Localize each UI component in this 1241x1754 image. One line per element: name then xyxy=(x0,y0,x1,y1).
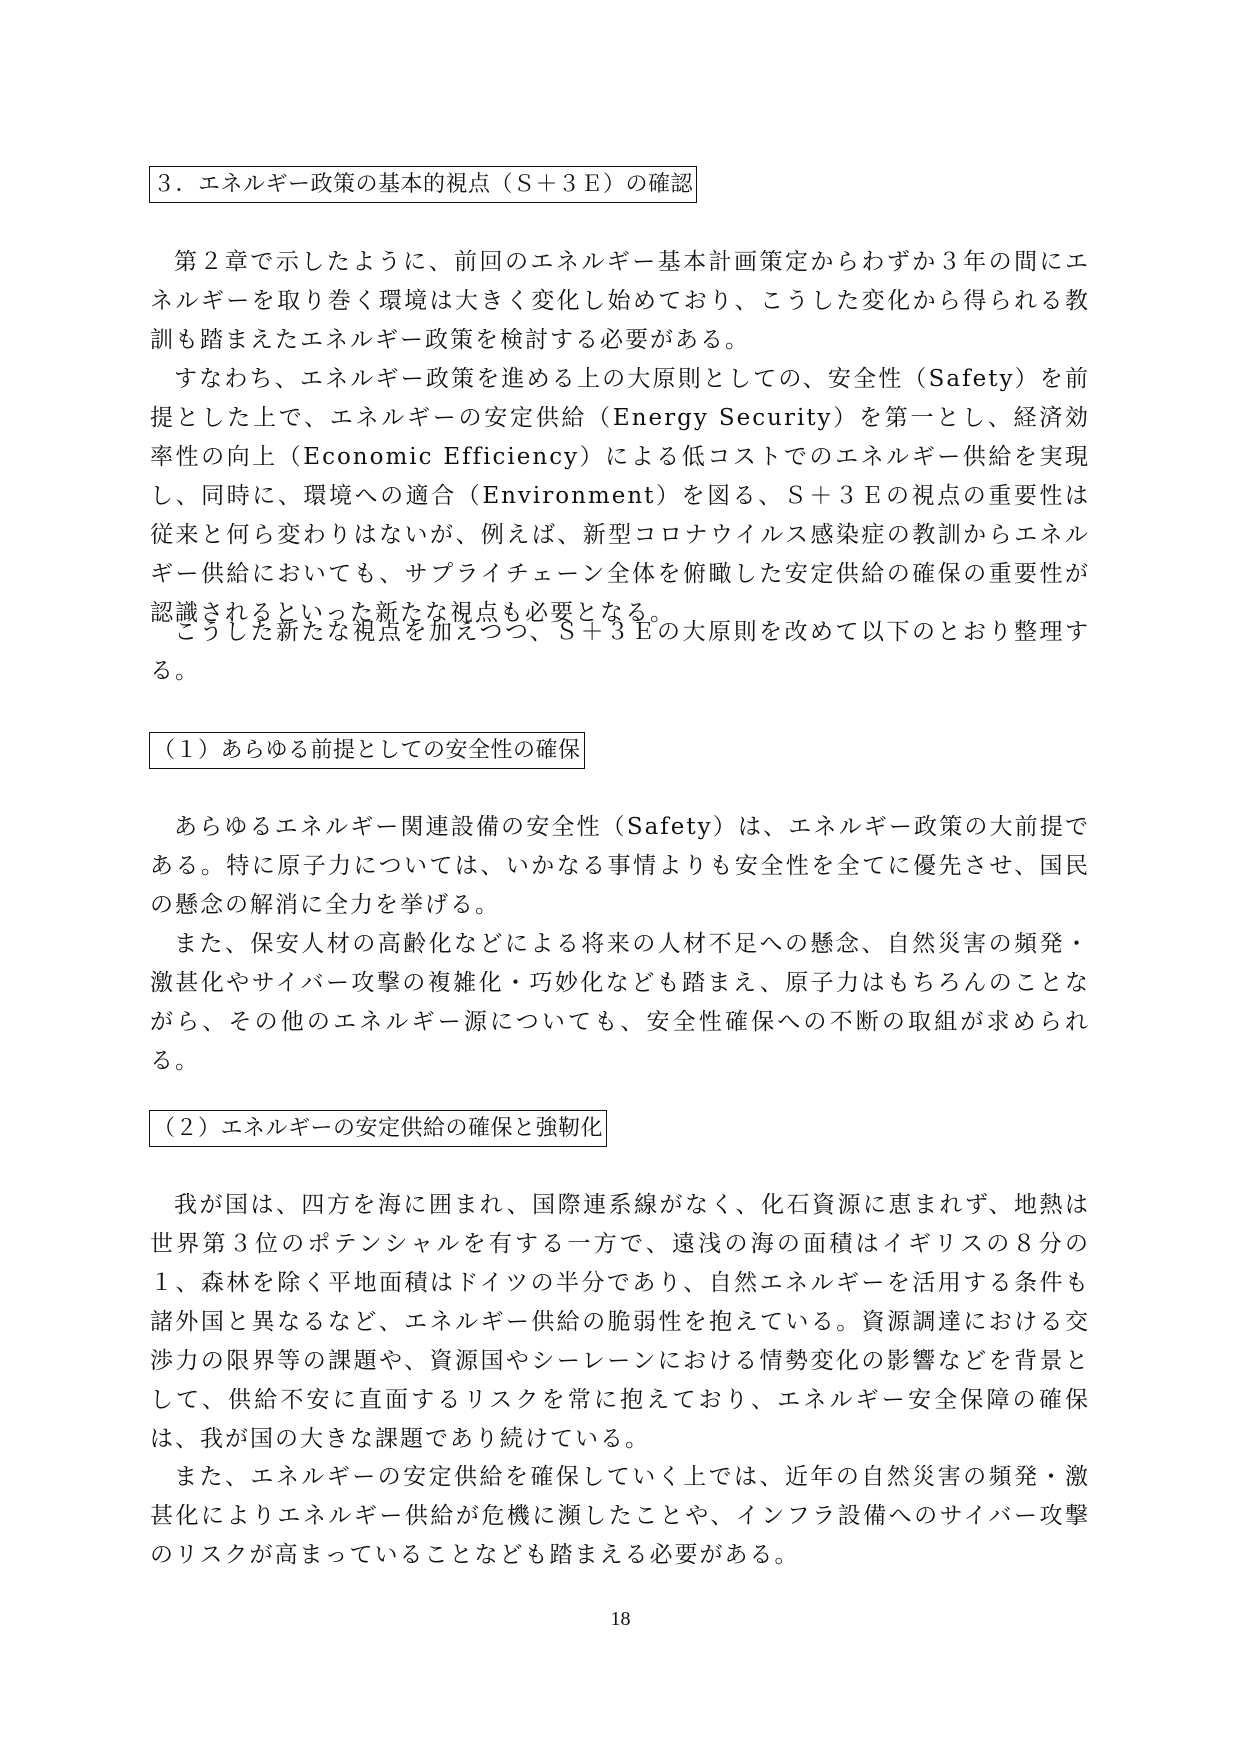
section-3-heading: ３．エネルギー政策の基本的視点（Ｓ＋３Ｅ）の確認 xyxy=(149,166,697,203)
page-number: 18 xyxy=(610,1608,631,1630)
section-3-paragraph-1: 第２章で示したように、前回のエネルギー基本計画策定からわずか３年の間にエネルギーを取り巻く環境は大きく変化し始めており、こうした変化から得られる教訓も踏まえたエネルギー政策を検討する必要がある。 xyxy=(150,249,1090,353)
section-3-paragraph-3: こうした新たな視点を加えつつ、Ｓ＋３Ｅの大原則を改めて以下のとおり整理する。 xyxy=(150,619,1090,684)
subsection-2-heading: （２）エネルギーの安定供給の確保と強靭化 xyxy=(149,1110,607,1147)
subsection-1-paragraph-1: あらゆるエネルギー関連設備の安全性（Safety）は、エネルギー政策の大前提である。特に原子力については、いかなる事情よりも安全性を全てに優先させ、国民の懸念の解消に全力を挙げる。 xyxy=(150,814,1090,918)
subsection-2-paragraph-1: 我が国は、四方を海に囲まれ、国際連系線がなく、化石資源に恵まれず、地熱は世界第３位のポテンシャルを有する一方で、遠浅の海の面積はイギリスの８分の１、森林を除く平地面積はドイツの半分であり、自然エネルギーを活用する条件も諸外国と異なるなど、エネルギー供給の脆弱性を抱えている。資源調達における交渉力の限界等の課題や、資源国やシーレーンにおける情勢変化の影響などを背景として、供給不安に直面するリスクを常に抱えており、エネルギー安全保障の確保は、我が国の大きな課題であり続けている。 xyxy=(150,1192,1090,1452)
section-3-paragraph-2: すなわち、エネルギー政策を進める上の大原則としての、安全性（Safety）を前提とした上で、エネルギーの安定供給（Energy Security）を第一とし、経済効率性の向上（Economic Efficiency）による低コストでのエネルギー供給を実現し、同時に、環境への適合（Environment）を図る、Ｓ＋３Ｅの視点の重要性は従来と何ら変わりはないが、例えば、新型コロナウイルス感染症の教訓からエネルギー供給においても、サプライチェーン全体を俯瞰した安定供給の確保の重要性が認識されるといった新たな視点も必要となる。 xyxy=(150,366,1090,626)
subsection-2-paragraph-2: また、エネルギーの安定供給を確保していく上では、近年の自然災害の頻発・激甚化によりエネルギー供給が危機に瀕したことや、インフラ設備へのサイバー攻撃のリスクが高まっていることなども踏まえる必要がある。 xyxy=(150,1464,1091,1568)
subsection-1-paragraph-2: また、保安人材の高齢化などによる将来の人材不足への懸念、自然災害の頻発・激甚化やサイバー攻撃の複雑化・巧妙化なども踏まえ、原子力はもちろんのことながら、その他のエネルギー源についても、安全性確保への不断の取組が求められる。 xyxy=(150,931,1090,1074)
subsection-1-heading: （１）あらゆる前提としての安全性の確保 xyxy=(149,732,585,769)
